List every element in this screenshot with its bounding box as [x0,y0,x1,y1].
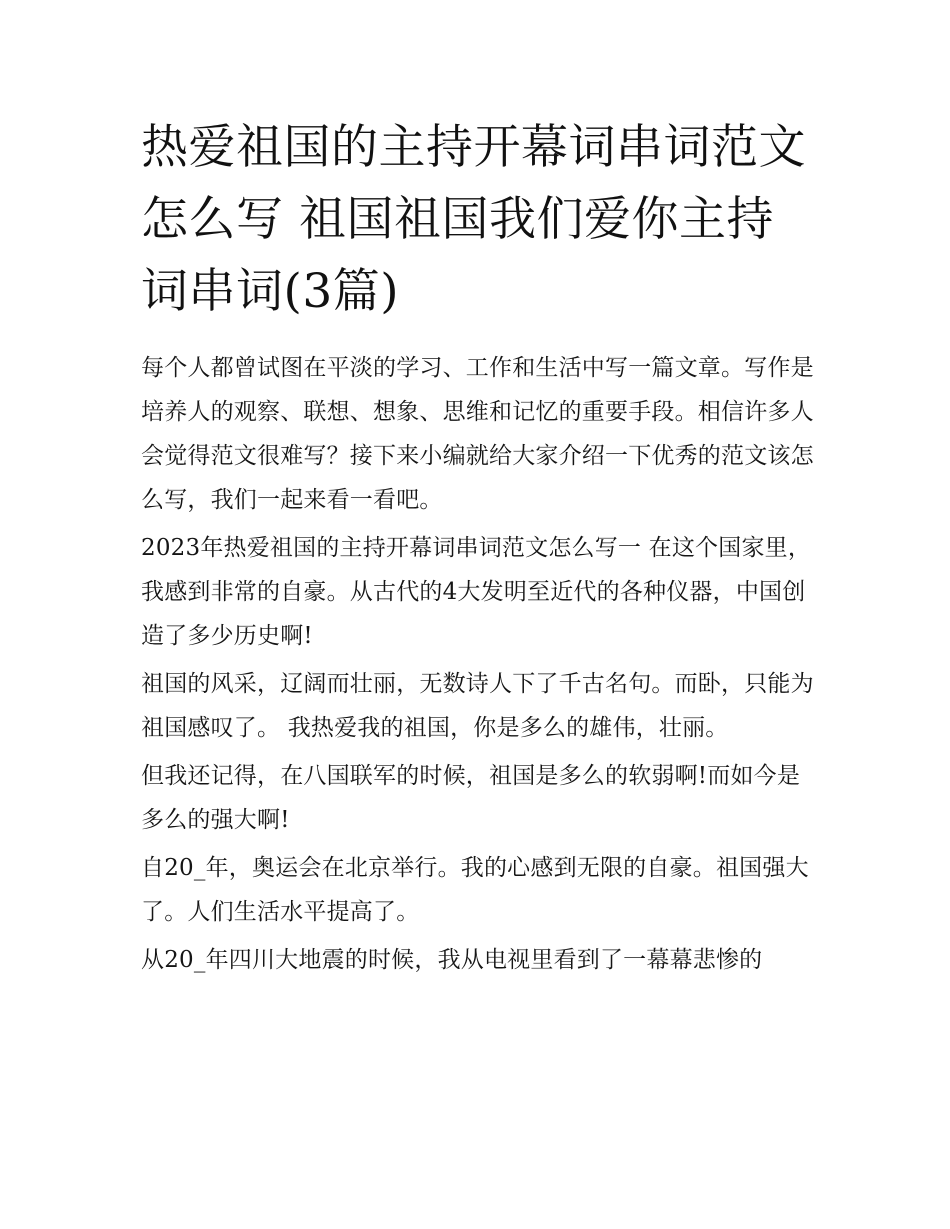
document-body [141,346,821,982]
paragraph-1: 2023年热爱祖国的主持开幕词串词范文怎么写一 在这个国家里，我感到非常的自豪。从古代的4大发明至近代的各种仪器，中国创造了多少历史啊! [141,535,812,649]
paragraph-4: 自20_年，奥运会在北京举行。我的心感到无限的自豪。祖国强大了。人们生活水平提高了。 [141,855,809,925]
document-title: 热爱祖国的主持开幕词串词范文怎么写 祖国祖国我们爱你主持词串词(3篇) [141,120,806,319]
document-page [141,112,821,982]
paragraph-2: 祖国的风采，辽阔而壮丽，无数诗人下了千古名句。而卧，只能为祖国感叹了。 我热爱我的祖国，你是多么的雄伟，壮丽。 [141,671,814,741]
paragraph-3: 但我还记得，在八国联军的时候，祖国是多么的软弱啊!而如今是多么的强大啊! [141,763,801,833]
paragraph-intro: 每个人都曾试图在平淡的学习、工作和生活中写一篇文章。写作是培养人的观察、联想、想象、思维和记忆的重要手段。相信许多人会觉得范文很难写？接下来小编就给大家介绍一下优秀的范文该怎么写，我们一起来看一看吧。 [141,355,814,513]
paragraph-5: 从20_年四川大地震的时候，我从电视里看到了一幕幕悲惨的 [141,947,763,973]
